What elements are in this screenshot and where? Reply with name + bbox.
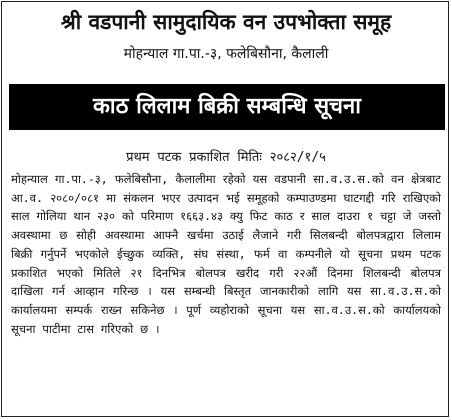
- notice-title: काठ लिलाम बिक्री सम्बन्धि सूचना: [93, 94, 361, 119]
- notice-frame: [1, 1, 449, 417]
- notice-body: मोहन्याल गा.पा.-३, फलेबिसौना, कैलालीमा रहेको यस वडपानी सा.व.उ.स.को वन क्षेत्रबाट आ.व. २०८०/०८१ मा संकलन भएर उत्पादन भई समूहको कम्पाउण्डमा घाटगद्दी गरि राखिएको साल गोलिया थान २३० को परिमाण १६६३.४३ क्यु फिट काठ र साल दाउरा १ चट्टा जे जस्तो अवस्थामा छ सोही अवस्थामा आफ्नै खर्चमा उठाई लैजाने गरी सिलबन्दी बोलपत्रद्वारा लिलाम बिक्री गर्नुपर्ने भएकोले ईच्छुक व्यक्ति, संघ संस्था, फर्म वा कम्पनीले यो सूचना प्रथम पटक प्रकाशित भएको मितिले २१ दिनभित्र बोलपत्र खरीद गरी २२औं दिनमा शिलबन्दी बोलपत्र दाखिला गर्न आव्हान गरिन्छ । यस सम्बन्धी बिस्तृत जानकारीको लागि यस सा.व.उ.स.को कार्यालयमा सम्पर्क राख्न सकिनेछ । पूर्ण व्यहोराको सूचना यस सा.व.उ.स.को कार्यालयको सूचना पाटीमा टास गरिएको छ ।: [11, 172, 441, 336]
- publication-date: प्रथम पटक प्रकाशित मितिः २०८२/१/५: [126, 150, 326, 165]
- organization-name: श्री वडपानी सामुदायिक वन उपभोक्ता समूह: [60, 10, 392, 34]
- organization-address: मोहन्याल गा.पा.-३, फलेबिसौना, कैलाली: [123, 46, 329, 62]
- notice-title-banner: [9, 84, 445, 130]
